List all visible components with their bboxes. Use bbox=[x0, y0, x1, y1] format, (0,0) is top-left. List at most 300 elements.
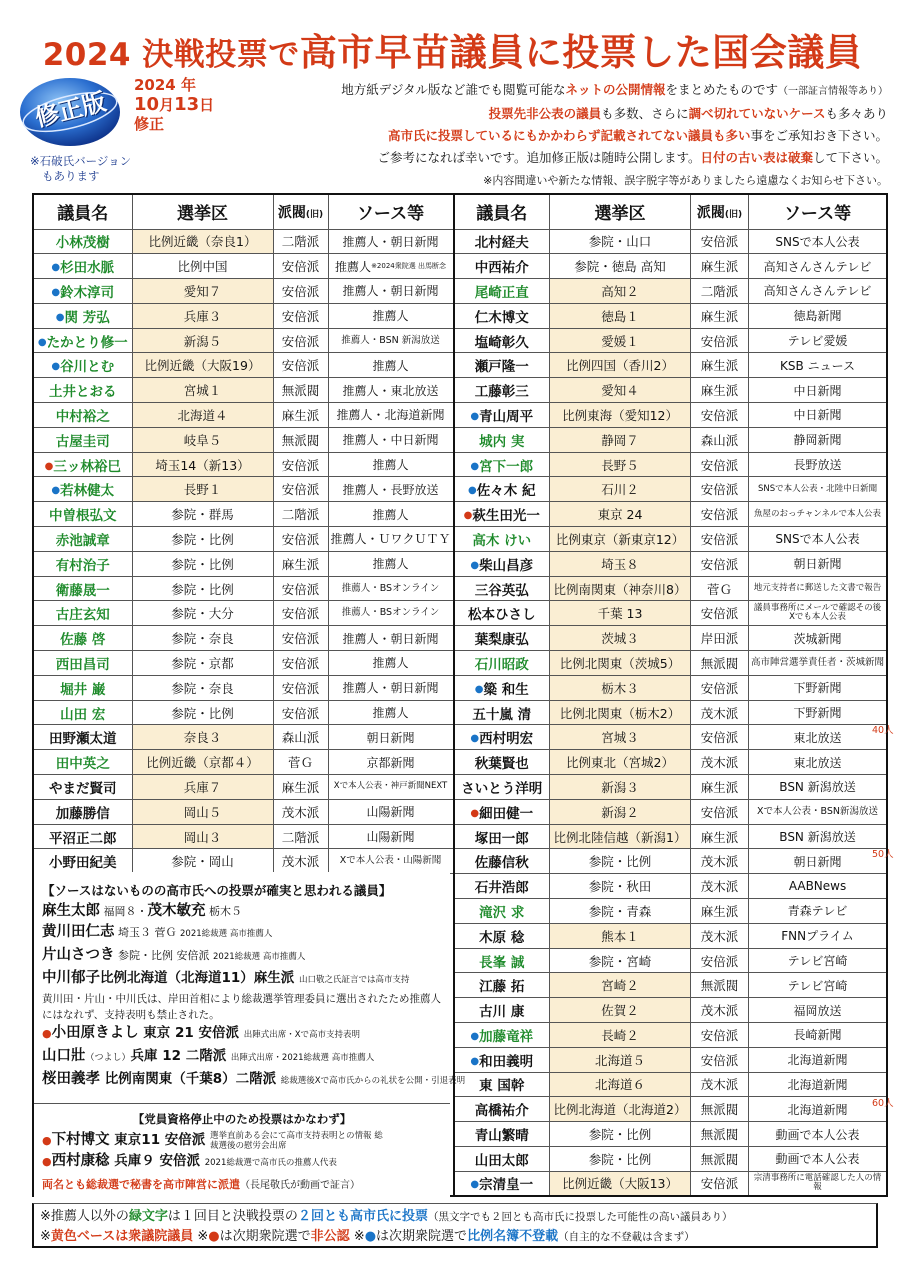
member-faction: 安倍派 bbox=[273, 675, 328, 700]
date-year: 2024 年 bbox=[134, 76, 196, 94]
intro-segment: 日付の古い表は破棄 bbox=[700, 150, 813, 165]
legend-segment: ２回とも高市氏に投票 bbox=[297, 1209, 428, 1224]
member-name bbox=[33, 353, 132, 378]
member-district: 比例近畿（奈良1） bbox=[132, 229, 273, 254]
header-district: 選挙区 bbox=[132, 194, 273, 229]
member-district: 奈良３ bbox=[132, 725, 273, 750]
member-name-text: 土井とおる bbox=[49, 384, 117, 401]
member-name bbox=[33, 849, 132, 874]
probable-member-note: 出陣式出席・2021総裁選 高市推薦人 bbox=[230, 1053, 375, 1063]
member-name bbox=[454, 229, 550, 254]
member-source-text: 長崎新聞 bbox=[793, 1028, 842, 1043]
member-source bbox=[749, 477, 888, 502]
member-faction: 麻生派 bbox=[273, 551, 328, 576]
member-district: 愛知７ bbox=[132, 279, 273, 304]
member-faction: 安倍派 bbox=[691, 527, 749, 552]
member-district: 長野５ bbox=[550, 452, 691, 477]
member-source bbox=[749, 775, 888, 800]
member-name-text: さいとう洋明 bbox=[461, 780, 543, 797]
member-name-text: 瀬戸隆一 bbox=[474, 359, 529, 376]
member-name bbox=[33, 576, 132, 601]
table-row bbox=[33, 799, 887, 824]
member-source-text: Xで本人公表・BSN新潟放送 bbox=[757, 805, 879, 817]
member-name bbox=[33, 675, 132, 700]
member-faction: 麻生派 bbox=[691, 378, 749, 403]
probable-line bbox=[42, 945, 442, 968]
member-source-text: 福岡放送 bbox=[793, 1003, 842, 1018]
table-row bbox=[33, 527, 887, 552]
member-district: 新潟３ bbox=[550, 775, 691, 800]
legend-segment: ※ bbox=[40, 1229, 51, 1244]
date-revised-label: 修正 bbox=[134, 115, 165, 133]
member-name-text: 佐藤 啓 bbox=[60, 632, 106, 649]
legend-segment: は次期衆院選で bbox=[219, 1229, 311, 1244]
legend-segment: ※ bbox=[193, 1229, 209, 1244]
member-faction: 安倍派 bbox=[273, 700, 328, 725]
probable-voters-box bbox=[34, 872, 466, 1102]
member-name-text: 加藤勝信 bbox=[55, 805, 110, 822]
member-source-text: BSN 新潟放送 bbox=[779, 780, 856, 795]
probable-member-name: 山口壯 bbox=[42, 1048, 86, 1064]
member-name-text: 若林健太 bbox=[60, 483, 115, 500]
member-source-text: KSB ニュース bbox=[780, 358, 855, 373]
member-source-text: 朝日新聞 bbox=[793, 854, 842, 869]
member-name-text: 関 芳弘 bbox=[64, 309, 110, 326]
member-source-text: 推薦人・BSN 新潟放送 bbox=[341, 334, 440, 346]
member-source bbox=[328, 452, 454, 477]
member-source-text: 推薦人・BSオンライン bbox=[341, 582, 440, 594]
red-note-text2: （長尾敬氏が動画で証言） bbox=[240, 1180, 360, 1191]
intro-segment: ネットの公開情報 bbox=[565, 82, 666, 97]
intro-line bbox=[236, 103, 888, 125]
member-district: 新潟５ bbox=[132, 328, 273, 353]
intro-line bbox=[236, 79, 888, 103]
member-district: 比例東京（新東京12） bbox=[550, 527, 691, 552]
member-name bbox=[454, 452, 550, 477]
header-faction-label: 派閥 bbox=[277, 204, 306, 221]
member-name bbox=[33, 254, 132, 279]
member-faction: 麻生派 bbox=[273, 775, 328, 800]
member-name-text: 平沼正二郎 bbox=[49, 830, 117, 847]
intro-segment: して下さい。 bbox=[812, 150, 888, 165]
probable-member-note: 出陣式出席・Xで高市支持表明 bbox=[243, 1030, 361, 1040]
member-faction: 安倍派 bbox=[273, 527, 328, 552]
status-dot-icon: ● bbox=[51, 262, 61, 274]
member-source bbox=[749, 353, 888, 378]
page-title bbox=[0, 22, 905, 76]
member-district: 栃木３ bbox=[550, 675, 691, 700]
member-name-text: 東 国幹 bbox=[479, 1078, 525, 1095]
member-source-text: 山陽新聞 bbox=[366, 830, 415, 845]
member-name-text: 堀井 巌 bbox=[60, 681, 106, 698]
member-name bbox=[33, 378, 132, 403]
member-name-text: 葉梨康弘 bbox=[474, 632, 529, 649]
member-source-text: 推薦人・北海道新聞 bbox=[336, 408, 445, 423]
member-district: 参院・徳島 高知 bbox=[550, 254, 691, 279]
member-faction: 菅Ｇ bbox=[273, 750, 328, 775]
member-name bbox=[454, 700, 550, 725]
member-name-text: 工藤彰三 bbox=[474, 384, 529, 401]
title-part-b: 高市早苗議員に投票した国会議員 bbox=[299, 31, 863, 74]
member-source bbox=[328, 576, 454, 601]
probable-member-line bbox=[42, 1046, 442, 1069]
member-name bbox=[33, 477, 132, 502]
member-source bbox=[328, 700, 454, 725]
member-district: 茨城３ bbox=[550, 626, 691, 651]
legend-segment: ※推薦人以外の bbox=[40, 1209, 129, 1224]
member-name bbox=[454, 675, 550, 700]
member-name-text: 細田健一 bbox=[479, 805, 534, 822]
member-faction: 森山派 bbox=[273, 725, 328, 750]
member-name bbox=[454, 651, 550, 676]
probable-member-detail: 比例南関東（千葉8）二階派 bbox=[100, 1071, 281, 1087]
member-name-text: 宗清皇一 bbox=[479, 1177, 534, 1194]
table-row bbox=[33, 452, 887, 477]
member-source-text: SNSで本人公表 bbox=[775, 234, 860, 249]
suspended-member-note: 2021総裁選で高市氏の推薦人代表 bbox=[204, 1158, 337, 1168]
header-name: 議員名 bbox=[454, 194, 550, 229]
member-source-text: 推薦人・朝日新聞 bbox=[342, 234, 439, 249]
member-name bbox=[33, 601, 132, 626]
date-day: 13 bbox=[174, 94, 200, 115]
member-faction: 安倍派 bbox=[273, 626, 328, 651]
member-source bbox=[328, 824, 454, 849]
table-row bbox=[33, 303, 887, 328]
table-row bbox=[33, 427, 887, 452]
member-name bbox=[454, 477, 550, 502]
member-source bbox=[749, 452, 888, 477]
legend-segment: は次期衆院選で bbox=[376, 1229, 468, 1244]
legend-segment: 黄色ベースは衆議院議員 bbox=[50, 1229, 194, 1244]
suspended-member-name: 西村康稔 bbox=[51, 1153, 110, 1169]
count-marker-60: 60人 bbox=[872, 1098, 894, 1109]
member-district: 石川２ bbox=[550, 477, 691, 502]
member-source bbox=[749, 1097, 888, 1122]
member-source-text: 下野新聞 bbox=[793, 706, 842, 721]
member-district: 参院・青森 bbox=[550, 899, 691, 924]
member-source-text: 下野新聞 bbox=[793, 681, 842, 696]
table-row bbox=[33, 775, 887, 800]
member-name-text: 有村治子 bbox=[55, 557, 110, 574]
member-faction: 安倍派 bbox=[691, 1047, 749, 1072]
suspended-member-detail: 東京11 安倍派 bbox=[109, 1132, 210, 1148]
member-source bbox=[749, 1047, 888, 1072]
member-name-text: 古川 康 bbox=[479, 1004, 525, 1021]
status-dot-icon: ● bbox=[55, 311, 65, 323]
suspended-member-note: 選挙直前ある会にて高市支持表明との情報 総裁選後の慰労会出席 bbox=[210, 1131, 383, 1151]
member-faction: 安倍派 bbox=[691, 601, 749, 626]
member-source-text: Xで本人公表・神戸新聞NEXT bbox=[333, 781, 448, 792]
status-dot-icon: ● bbox=[470, 410, 480, 422]
member-source-text: 推薦人・BSオンライン bbox=[341, 607, 440, 619]
intro-segment: 投票先非公表の議員 bbox=[488, 106, 602, 121]
status-dot-icon: ● bbox=[44, 460, 54, 472]
member-source-text: 徳島新聞 bbox=[793, 309, 842, 324]
member-name-text: 石川昭政 bbox=[474, 656, 529, 673]
member-source-text: 茨城新聞 bbox=[793, 631, 842, 646]
member-district: 比例東北（宮城2） bbox=[550, 750, 691, 775]
member-district: 東京 24 bbox=[550, 502, 691, 527]
member-district: 宮崎２ bbox=[550, 973, 691, 998]
member-source-text: 朝日新聞 bbox=[366, 730, 415, 745]
member-faction: 無派閥 bbox=[691, 1097, 749, 1122]
member-source bbox=[749, 576, 888, 601]
member-faction: 安倍派 bbox=[273, 279, 328, 304]
intro-segment: 地方紙デジタル版など誰でも閲覧可能な bbox=[341, 82, 566, 97]
member-faction: 安倍派 bbox=[691, 403, 749, 428]
date-day-unit: 日 bbox=[199, 96, 215, 114]
member-name bbox=[33, 229, 132, 254]
member-name-text: 中村裕之 bbox=[55, 408, 110, 425]
member-name bbox=[33, 279, 132, 304]
suspended-title: 【党員資格停止中のため投票はかなわず】 bbox=[132, 1112, 352, 1126]
member-source bbox=[328, 675, 454, 700]
probable-segment: 黄川田・片山・中川氏は、岸田首相により総裁選挙管理委員に選出されたため推薦人にはなれず、支持表明も禁止された。 bbox=[42, 993, 441, 1021]
member-faction: 安倍派 bbox=[691, 1171, 749, 1196]
member-district: 比例東海（愛知12） bbox=[550, 403, 691, 428]
member-faction: 茂木派 bbox=[691, 849, 749, 874]
legend-segment: は１回目と決戦投票の bbox=[167, 1209, 298, 1224]
member-name-text: 山田太郎 bbox=[474, 1152, 529, 1169]
member-name bbox=[454, 725, 550, 750]
title-year: 2024 bbox=[42, 37, 131, 73]
table-row bbox=[33, 700, 887, 725]
member-source bbox=[328, 328, 454, 353]
member-name bbox=[33, 328, 132, 353]
member-faction: 茂木派 bbox=[273, 849, 328, 874]
member-district: 長崎２ bbox=[550, 1023, 691, 1048]
member-name-text: 杉田水脈 bbox=[60, 260, 115, 277]
member-district: 参院・比例 bbox=[132, 700, 273, 725]
probable-segment: 比例北海道（北海道11）麻生派 bbox=[100, 970, 299, 986]
member-source bbox=[749, 750, 888, 775]
member-name-text: 田中英之 bbox=[55, 756, 110, 773]
member-source-text: 青森テレビ bbox=[787, 904, 848, 919]
legend-segment: （黒文字でも２回とも高市氏に投票した可能性の高い議員あり） bbox=[427, 1211, 733, 1223]
member-source-text: 動画で本人公表 bbox=[775, 1127, 860, 1142]
member-name bbox=[454, 427, 550, 452]
member-source bbox=[328, 799, 454, 824]
status-dot-icon: ● bbox=[42, 1155, 52, 1168]
member-name-text: 塩崎彰久 bbox=[474, 334, 529, 351]
member-name-text: 山田 宏 bbox=[60, 706, 106, 723]
probable-member-line bbox=[42, 1023, 442, 1046]
member-faction: 安倍派 bbox=[273, 576, 328, 601]
member-name-text: 塚田一郎 bbox=[474, 830, 529, 847]
member-source bbox=[328, 725, 454, 750]
member-district: 比例北関東（栃木2） bbox=[550, 700, 691, 725]
member-name-text: 北村経夫 bbox=[474, 235, 529, 252]
member-source bbox=[749, 899, 888, 924]
member-faction: 麻生派 bbox=[691, 254, 749, 279]
suspended-red-note bbox=[42, 1174, 442, 1196]
probable-segment: 埼玉３ 菅Ｇ bbox=[114, 926, 180, 939]
intro-segment: 高市氏に投票しているにもかかわらず記載されてない議員も多い bbox=[387, 128, 751, 143]
member-district: 比例四国（香川2） bbox=[550, 353, 691, 378]
table-row bbox=[33, 328, 887, 353]
member-name-text: 谷川とむ bbox=[60, 359, 115, 376]
intro-segment: ※内容間違いや新たな情報、誤字脱字等がありましたら遠慮なくお知らせ下さい。 bbox=[483, 174, 888, 187]
intro-segment: （一部証言情報等あり） bbox=[778, 86, 888, 97]
member-source-text: テレビ宮崎 bbox=[787, 978, 848, 993]
suspended-member-detail: 兵庫９ 安倍派 bbox=[109, 1153, 205, 1169]
member-name bbox=[454, 502, 550, 527]
header-source: ソース等 bbox=[328, 194, 454, 229]
table-row bbox=[33, 725, 887, 750]
member-source-text: SNSで本人公表 bbox=[775, 532, 860, 547]
title-part-a: 決戦投票で bbox=[142, 37, 300, 73]
member-source bbox=[328, 527, 454, 552]
table-row bbox=[33, 551, 887, 576]
member-faction: 無派閥 bbox=[691, 973, 749, 998]
legend-segment: ● bbox=[208, 1229, 220, 1244]
legend-segment: 非公認 bbox=[310, 1229, 350, 1244]
member-faction: 茂木派 bbox=[273, 799, 328, 824]
member-name-text: 中曽根弘文 bbox=[49, 508, 117, 525]
revised-badge bbox=[18, 74, 122, 150]
probable-segment: 参院・比例 安倍派 bbox=[114, 949, 213, 962]
badge-note-line1: ※石破氏バージョン bbox=[30, 154, 132, 168]
member-district: 徳島１ bbox=[550, 303, 691, 328]
member-faction: 菅Ｇ bbox=[691, 576, 749, 601]
status-dot-icon: ● bbox=[468, 485, 477, 497]
member-name bbox=[454, 973, 550, 998]
member-name bbox=[33, 527, 132, 552]
table-row bbox=[33, 601, 887, 626]
member-name-text: 五十嵐 清 bbox=[472, 706, 532, 723]
member-name-text: 中西祐介 bbox=[474, 260, 529, 277]
member-faction: 安倍派 bbox=[273, 601, 328, 626]
member-source bbox=[749, 1072, 888, 1097]
member-source bbox=[749, 998, 888, 1023]
member-name-text: 古庄玄知 bbox=[55, 607, 110, 624]
member-source bbox=[749, 601, 888, 626]
member-name-text: 小林茂樹 bbox=[55, 235, 110, 252]
member-faction: 安倍派 bbox=[691, 477, 749, 502]
member-source-text: 推薦人 bbox=[372, 458, 409, 473]
legend-footer bbox=[32, 1203, 878, 1248]
status-dot-icon: ● bbox=[51, 485, 61, 497]
intro-segment: も多々あり bbox=[825, 106, 888, 121]
member-name-text: 青山繁晴 bbox=[474, 1128, 529, 1145]
member-name-text: 木原 稔 bbox=[479, 929, 525, 946]
member-source-text: 宗清事務所に電話確認した人の情報 bbox=[753, 1173, 882, 1193]
member-source bbox=[749, 1146, 888, 1171]
member-source bbox=[328, 849, 454, 874]
member-source bbox=[749, 279, 888, 304]
member-source bbox=[749, 700, 888, 725]
member-source-text: 推薦人 bbox=[372, 656, 409, 671]
member-faction: 茂木派 bbox=[691, 1072, 749, 1097]
member-name-text: 鈴木淳司 bbox=[60, 284, 115, 301]
member-name bbox=[454, 1072, 550, 1097]
header-source: ソース等 bbox=[749, 194, 888, 229]
member-name bbox=[454, 403, 550, 428]
member-name bbox=[454, 527, 550, 552]
table-row bbox=[33, 750, 887, 775]
member-faction: 二階派 bbox=[273, 824, 328, 849]
member-name bbox=[454, 551, 550, 576]
member-name-text: 西村明宏 bbox=[479, 731, 534, 748]
legend-segment: ※ bbox=[349, 1229, 365, 1244]
date-month-unit: 月 bbox=[159, 96, 175, 114]
member-faction: 茂木派 bbox=[691, 874, 749, 899]
member-name-text: やまだ賢司 bbox=[49, 780, 117, 797]
member-name-text: 滝沢 求 bbox=[479, 904, 525, 921]
legend-segment: （自主的な不登載は含まず） bbox=[558, 1231, 695, 1243]
member-district: 参院・岡山 bbox=[132, 849, 273, 874]
member-source bbox=[328, 254, 454, 279]
member-source-text: 推薦人 bbox=[372, 309, 409, 324]
member-source-text: 京都新聞 bbox=[366, 755, 415, 770]
badge-note-line2: もあります bbox=[42, 169, 100, 183]
member-district: 宮城１ bbox=[132, 378, 273, 403]
probable-member-reading: （つよし） bbox=[85, 1053, 131, 1063]
member-source bbox=[328, 502, 454, 527]
member-district: 参院・比例 bbox=[550, 1146, 691, 1171]
member-source bbox=[749, 502, 888, 527]
member-faction: 麻生派 bbox=[691, 824, 749, 849]
intro-line bbox=[236, 125, 888, 147]
member-name bbox=[454, 874, 550, 899]
status-dot-icon: ● bbox=[470, 1055, 480, 1067]
member-district: 北海道５ bbox=[550, 1047, 691, 1072]
member-source-note: ※2024衆院選 出馬断念 bbox=[371, 261, 446, 270]
member-faction: 無派閥 bbox=[273, 427, 328, 452]
probable-line bbox=[42, 968, 442, 991]
table-row bbox=[33, 403, 887, 428]
member-district: 埼玉８ bbox=[550, 551, 691, 576]
member-source-text: 静岡新聞 bbox=[793, 433, 842, 448]
probable-segment: 片山さつき bbox=[42, 947, 115, 963]
member-district: 参院・大分 bbox=[132, 601, 273, 626]
member-district: 参院・宮崎 bbox=[550, 948, 691, 973]
date-month: 10 bbox=[134, 94, 160, 115]
member-source bbox=[328, 229, 454, 254]
probable-segment: 2021総裁選 高市推薦人 bbox=[180, 929, 273, 939]
member-district: 岡山５ bbox=[132, 799, 273, 824]
member-district: 比例北陸信越（新潟1） bbox=[550, 824, 691, 849]
member-name bbox=[454, 303, 550, 328]
member-source-text: 推薦人・ＵワクＵＴＹ bbox=[330, 532, 451, 547]
member-district: 比例近畿（大阪13） bbox=[550, 1171, 691, 1196]
intro-segment: 事をご承知おき下さい。 bbox=[750, 128, 888, 143]
member-source bbox=[328, 477, 454, 502]
member-faction: 森山派 bbox=[691, 427, 749, 452]
status-dot-icon: ● bbox=[51, 286, 61, 298]
header-district: 選挙区 bbox=[550, 194, 691, 229]
suspended-members-box bbox=[34, 1103, 450, 1202]
member-faction: 二階派 bbox=[273, 502, 328, 527]
table-row bbox=[33, 254, 887, 279]
member-name-text: 古屋圭司 bbox=[55, 433, 110, 450]
member-district: 岐阜５ bbox=[132, 427, 273, 452]
status-dot-icon: ● bbox=[470, 733, 480, 745]
table-row bbox=[33, 849, 887, 874]
member-district: 宮城３ bbox=[550, 725, 691, 750]
table-row bbox=[33, 502, 887, 527]
member-district: 比例近畿（大阪19） bbox=[132, 353, 273, 378]
member-source bbox=[328, 403, 454, 428]
member-faction: 無派閥 bbox=[273, 378, 328, 403]
member-name-text: 三ッ林裕巳 bbox=[53, 458, 121, 475]
member-name-text: 佐々木 紀 bbox=[476, 483, 536, 500]
intro-segment: も多数、さらに bbox=[601, 106, 689, 121]
probable-line bbox=[42, 901, 442, 922]
status-dot-icon: ● bbox=[470, 1030, 480, 1042]
member-name-text: 田野瀬太道 bbox=[49, 731, 117, 748]
member-source-text: 長野放送 bbox=[793, 458, 842, 473]
